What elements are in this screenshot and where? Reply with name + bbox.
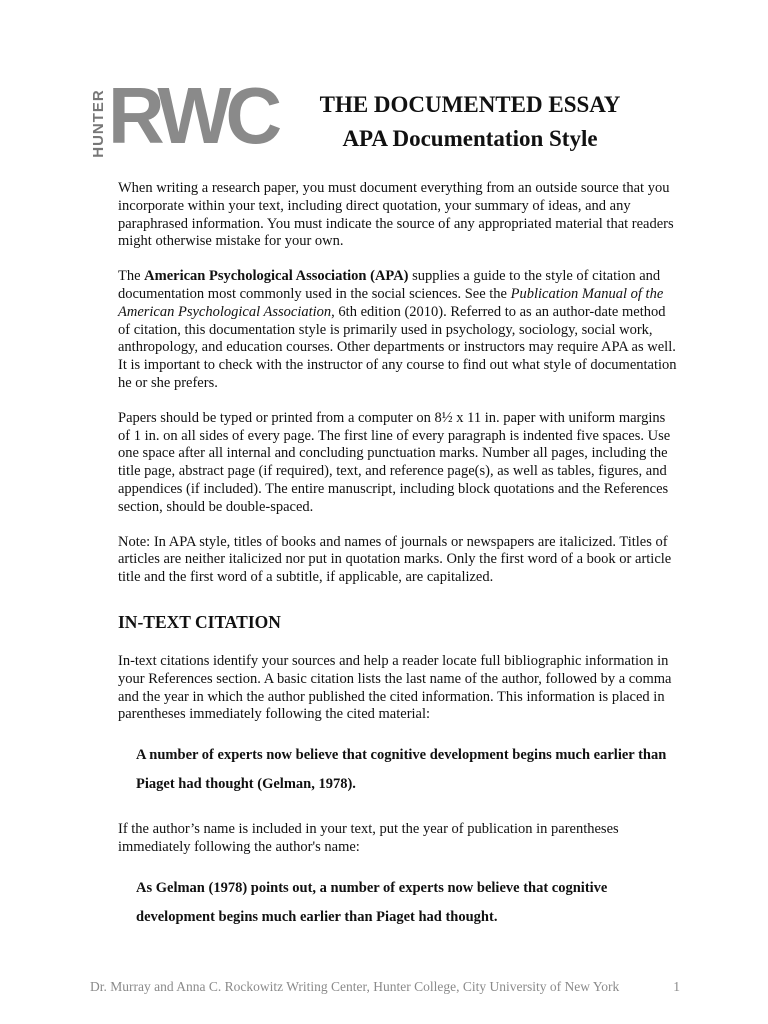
- example-quote-2: As Gelman (1978) points out, a number of experts now believe that cognitive development begins much earlier than Piaget had thought.: [136, 879, 608, 925]
- title-line-1: THE DOCUMENTED ESSAY: [319, 92, 621, 117]
- document-body: [118, 180, 678, 954]
- footer-text: Dr. Murray and Anna C. Rockowitz Writing Center, Hunter College, City University of New York: [90, 979, 620, 994]
- logo-hunter-text: HUNTER: [89, 88, 107, 158]
- document-title: [280, 88, 660, 156]
- intro-paragraph: When writing a research paper, you must document everything from an outside source that you incorporate within your text, including direct quotation, your summary of ideas, and any paraphrased information. You must indicate the source of any appropriated material that readers might otherwise mistake for your own.: [118, 180, 674, 250]
- example-quote-1: A number of experts now believe that cognitive development begins much earlier than Piaget had thought (Gelman, 1978).: [136, 747, 667, 793]
- intext-paragraph: In-text citations identify your sources and help a reader locate full bibliographic information in your References section. A basic citation lists the last name of the author, followed by a comma and the year in which the author published the cited information. This information is placed in parentheses immediately following the cited material:: [118, 652, 672, 723]
- author-paragraph: If the author’s name is included in your text, put the year of publication in parentheses immediately following the author's name:: [118, 821, 619, 855]
- logo-rwc-text: RWC: [108, 71, 277, 160]
- format-paragraph: Papers should be typed or printed from a computer on 8½ x 11 in. paper with uniform margins of 1 in. on all sides of every page. The first line of every paragraph is indented five spaces. Use one space after all internal and concluding punctuation marks. Number all pages, including the title page, abstract page (if required), text, and reference page(s), as well as tables, figures, and appendices (if included). The entire manuscript, including block quotations and the References section, should be double-spaced.: [118, 409, 671, 515]
- apa-bold-name: American Psychological Association (APA): [144, 268, 409, 285]
- note-paragraph: Note: In APA style, titles of books and names of journals or newspapers are italicized. Titles of articles are neither italicized nor put in quotation marks. Only the first word of a book or article title and the first word of a subtitle, if applicable, are capitalized.: [118, 533, 672, 586]
- rwc-logo: [88, 71, 278, 160]
- page-number: 1: [673, 979, 680, 994]
- title-line-2: APA Documentation Style: [342, 126, 598, 151]
- apa-paragraph: The American Psychological Association (APA) supplies a guide to the style of citation and documentation most commonly used in the social sciences. See the Publication Manual of the American Psychological Association, 6th edition (2010). Referred to as an author-date method of citation, this documentation style is primarily used in psychology, sociology, social work, anthropology, and education courses. Other departments or instructors may require APA as well. It is important to check with the instructor of any course to find out what style of documentation he or she prefers.: [118, 268, 677, 391]
- publication-manual-title: Publication Manual of the American Psychological Association: [118, 285, 664, 320]
- section-heading-in-text-citation: IN-TEXT CITATION: [118, 611, 281, 632]
